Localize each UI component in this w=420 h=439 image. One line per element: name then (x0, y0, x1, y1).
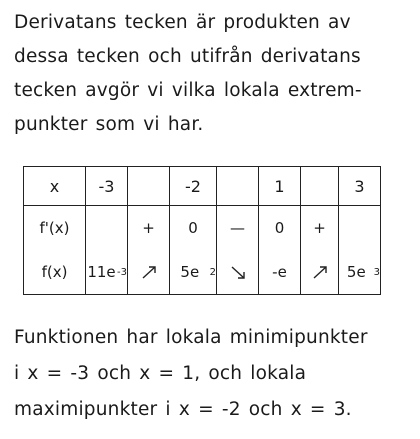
table-cell (259, 206, 301, 295)
table-cell (86, 206, 128, 295)
intro-line-3: tecken avgör vi vilka lokala extrem- (14, 80, 362, 101)
up-arrow-icon (301, 250, 338, 294)
f-label: f(x) (41, 263, 68, 281)
table-cell (170, 206, 217, 295)
fprime-value: + (142, 219, 155, 237)
f-value: 5e 2 (180, 263, 216, 281)
header-cell: -2 (170, 167, 217, 206)
fprime-value (339, 206, 380, 250)
down-arrow-icon (217, 250, 258, 294)
header-cell: 3 (339, 167, 381, 206)
table-cell (339, 206, 381, 295)
fprime-value: — (230, 219, 245, 237)
sign-table-body-row (24, 206, 381, 295)
fprime-value: + (313, 219, 326, 237)
intro-text (14, 6, 410, 142)
header-cell (301, 167, 339, 206)
table-cell (301, 206, 339, 295)
sign-table (23, 166, 381, 295)
header-cell (217, 167, 259, 206)
f-value: -e (272, 263, 287, 281)
header-cell (128, 167, 170, 206)
fprime-value: 0 (274, 219, 285, 237)
intro-line-4: punkter som vi har. (14, 114, 204, 135)
f-value: 11e -3 (87, 263, 127, 281)
fprime-value (86, 206, 127, 250)
conclusion-line-3: maximipunkter i x = -2 och x = 3. (14, 399, 352, 420)
header-cell-x: x (24, 167, 86, 206)
conclusion-line-1: Funktionen har lokala minimipunkter (14, 327, 368, 348)
conclusion-text (14, 320, 410, 428)
f-value: 5e 3 (346, 263, 380, 281)
intro-line-1: Derivatans tecken är produkten av (14, 12, 351, 33)
up-arrow-icon (128, 250, 169, 294)
fprime-value: 0 (188, 219, 198, 237)
conclusion-line-2: i x = -3 och x = 1, och lokala (14, 363, 307, 384)
header-cell: -3 (86, 167, 128, 206)
table-cell (217, 206, 259, 295)
sign-table-header-row (24, 167, 381, 206)
header-cell: 1 (259, 167, 301, 206)
row-labels (24, 206, 86, 295)
table-cell (128, 206, 170, 295)
fprime-label: f'(x) (39, 219, 70, 237)
intro-line-2: dessa tecken och utifrån derivatans (14, 46, 361, 67)
